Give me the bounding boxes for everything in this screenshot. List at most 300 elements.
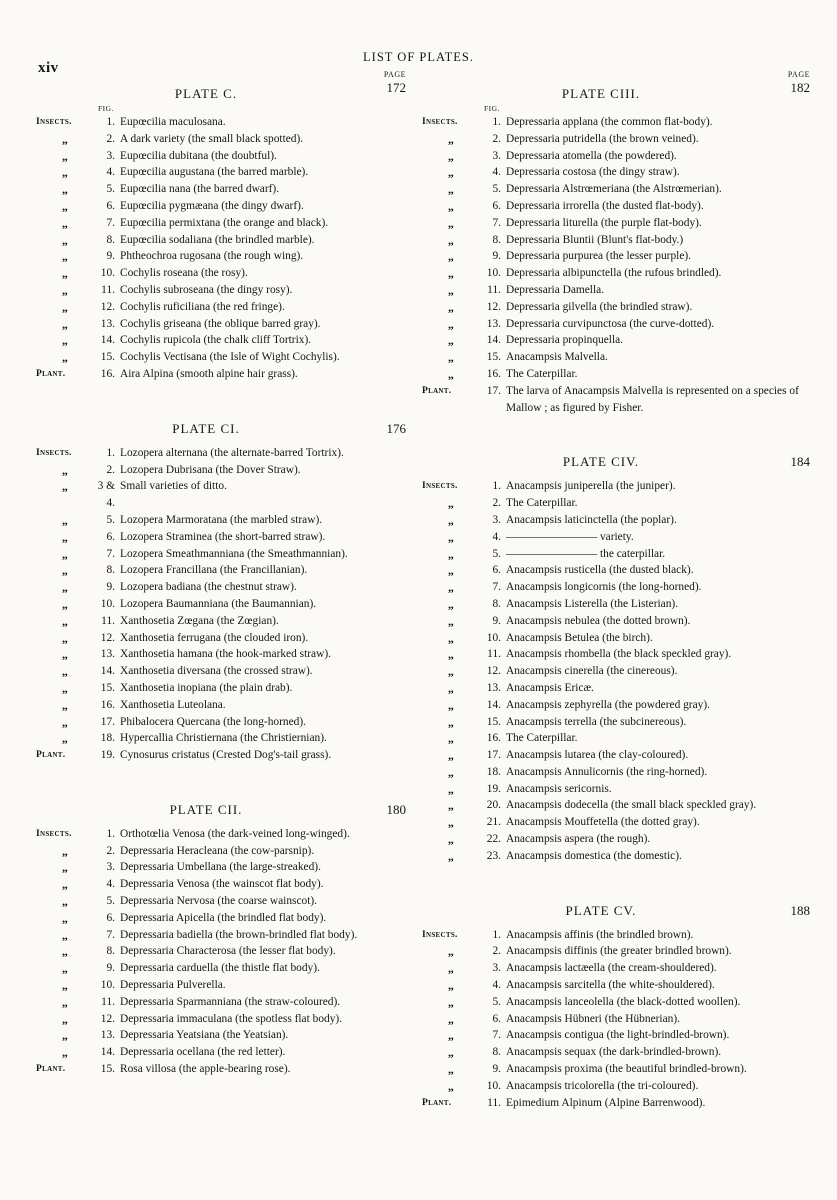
plate-entry: [36, 232, 406, 249]
plate-entry: [36, 747, 406, 764]
plate-entry: [36, 977, 406, 994]
entry-category: „: [61, 978, 69, 993]
entry-category: „: [61, 249, 69, 264]
entry-category: „: [447, 148, 455, 163]
entry-figure-number: 4.: [106, 878, 115, 891]
entry-category: Plant.: [422, 385, 452, 396]
plate-entry: [36, 198, 406, 215]
entry-figure-number: 6.: [492, 564, 501, 577]
entry-figure-number: 3.: [492, 962, 501, 975]
entry-figure-number: 12.: [486, 665, 501, 678]
entry-description: Lozopera Straminea (the short-barred straw).: [120, 530, 326, 543]
plate-entry: [422, 714, 810, 731]
plate-page-number: 180: [386, 801, 406, 817]
entry-description: Eupœcilia maculosana.: [120, 116, 226, 128]
entry-description: The Caterpillar.: [506, 367, 578, 380]
entry-category: „: [447, 366, 455, 381]
entry-description: Anacampsis longicornis (the long-horned).: [506, 581, 702, 594]
entry-figure-number: 9.: [492, 614, 501, 627]
plate-entry: [422, 613, 810, 630]
entry-figure-number: 6.: [492, 199, 501, 212]
entry-description: Depressaria gilvella (the brindled straw).: [506, 300, 693, 313]
entry-category: „: [61, 714, 69, 729]
entry-figure-number: 16.: [486, 367, 501, 380]
entry-figure-number: 8.: [106, 233, 115, 246]
entry-category: „: [447, 748, 455, 763]
entry-description: Depressaria Apicella (the brindled flat body).: [120, 911, 327, 924]
entry-description: Depressaria badiella (the brown-brindled flat body).: [120, 928, 358, 941]
plate-entry: [422, 316, 810, 333]
entry-figure-number: 3 & 4.: [97, 480, 115, 510]
plate-entry: [422, 730, 810, 747]
entry-category: „: [447, 232, 455, 247]
entry-figure-number: 3.: [106, 861, 115, 874]
page-numeral: xiv: [38, 60, 59, 76]
entry-figure-number: 17.: [100, 715, 115, 728]
plate-entry: [36, 462, 406, 479]
entry-description: Depressaria Damella.: [506, 283, 605, 296]
plate-entry: [36, 680, 406, 697]
entry-description: Anacampsis Annulicornis (the ring-horned).: [506, 765, 708, 778]
plate-entry: [422, 349, 810, 366]
entry-description: Cochylis subroseana (the dingy rosy).: [120, 283, 293, 296]
entry-category: „: [61, 630, 69, 645]
entry-description: The Caterpillar.: [506, 497, 578, 510]
entry-figure-number: 2.: [492, 945, 501, 958]
entry-description: Aira Alpina (smooth alpine hair grass).: [120, 367, 298, 380]
entry-category: „: [447, 350, 455, 365]
entry-description: Xanthosetia diversana (the crossed straw).: [120, 665, 313, 678]
entry-description: Depressaria Nervosa (the coarse wainscot).: [120, 895, 318, 908]
left-column: [36, 70, 406, 1100]
entry-category: „: [61, 232, 69, 247]
entry-description: Lozopera Baumanniana (the Baumannian).: [120, 597, 317, 610]
plate-entry: [422, 747, 810, 764]
plate-entry: [36, 910, 406, 927]
plate-entry: [36, 613, 406, 630]
entry-figure-number: 6.: [106, 199, 115, 212]
plate-entry: [36, 248, 406, 265]
entry-figure-number: 15.: [100, 1063, 115, 1076]
entry-category: „: [61, 299, 69, 314]
entry-description: Eupœcilia sodaliana (the brindled marble).: [120, 233, 315, 246]
plate-entry: [36, 630, 406, 647]
entry-description: Anacampsis rhombella (the black speckled gray).: [506, 648, 732, 661]
entry-description: Cochylis griseana (the oblique barred gray).: [120, 317, 321, 330]
entry-description: Anacampsis lanceolella (the black-dotted woollen).: [506, 995, 741, 1008]
plate-entry: [422, 512, 810, 529]
entry-figure-number: 5.: [106, 513, 115, 526]
plate-page-number: 182: [790, 80, 810, 95]
entry-description: Depressaria purpurea (the lesser purple).: [506, 250, 692, 263]
entry-description: Lozopera Francillana (the Francillanian).: [120, 564, 308, 577]
entry-figure-number: 16.: [100, 367, 115, 380]
entry-category: „: [61, 927, 69, 942]
plate-entry: [36, 114, 406, 131]
entry-description: Cynosurus cristatus (Crested Dog's-tail grass).: [120, 749, 332, 762]
entry-figure-number: 10.: [486, 1079, 501, 1092]
entry-description: Cochylis rupicola (the chalk cliff Tortrix).: [120, 334, 312, 347]
entry-category: „: [61, 215, 69, 230]
entry-figure-number: 2.: [106, 844, 115, 857]
entry-description: Xanthosetia ferrugana (the clouded iron).: [120, 631, 309, 644]
entry-description: Lozopera Marmoratana (the marbled straw).: [120, 513, 323, 526]
entry-category: „: [61, 462, 69, 477]
plate-entry: [36, 164, 406, 181]
entry-category: „: [61, 843, 69, 858]
entry-description: Lozopera Dubrisana (the Dover Straw).: [120, 463, 301, 476]
plate-entry: [422, 299, 810, 316]
entry-description: Anacampsis Ericæ.: [506, 681, 594, 694]
entry-figure-number: 1.: [106, 446, 115, 459]
plate-entry: [422, 646, 810, 663]
entry-description: Lozopera alternana (the alternate-barred Tortrix).: [120, 446, 344, 459]
entry-figure-number: 19.: [100, 749, 115, 762]
plate-heading: [36, 70, 406, 110]
entry-description: Depressaria immaculana (the spotless flat body).: [120, 1012, 343, 1025]
entry-figure-number: 3.: [106, 149, 115, 162]
entry-category: „: [61, 546, 69, 561]
entry-category: „: [447, 1045, 455, 1060]
entry-description: Depressaria applana (the common flat-body).: [506, 116, 713, 128]
entry-description: Anacampsis rusticella (the dusted black).: [506, 564, 694, 577]
entry-figure-number: 11.: [101, 995, 115, 1008]
entry-figure-number: 17.: [486, 384, 501, 397]
entry-figure-number: 11.: [487, 283, 501, 296]
entry-figure-number: 11.: [487, 1096, 501, 1109]
entry-description: Depressaria curvipunctosa (the curve-dotted).: [506, 317, 715, 330]
entry-description: Depressaria Bluntii (Blunt's flat-body.): [506, 233, 684, 246]
entry-category: „: [447, 1011, 455, 1026]
entry-figure-number: 1.: [106, 827, 115, 840]
entry-figure-number: 7.: [492, 581, 501, 594]
entry-description: Phibalocera Quercana (the long-horned).: [120, 715, 306, 728]
entry-description: Depressaria Pulverella.: [120, 979, 226, 992]
entry-figure-number: 7.: [492, 1029, 501, 1042]
entry-category: „: [61, 563, 69, 578]
plate-title: PLATE CV.: [565, 902, 637, 918]
plate-entry: [422, 265, 810, 282]
entry-category: Insects.: [36, 447, 72, 458]
entry-description: Depressaria Venosa (the wainscot flat body).: [120, 878, 324, 891]
entry-category: „: [447, 944, 455, 959]
plate-entry: [422, 529, 810, 546]
plate-entry: [36, 265, 406, 282]
plate-entry: [422, 332, 810, 349]
entry-figure-number: 16.: [486, 732, 501, 745]
plate-entry: [422, 848, 810, 865]
entry-figure-number: 1.: [106, 116, 115, 128]
entry-figure-number: 1.: [492, 928, 501, 941]
entry-category: „: [447, 496, 455, 511]
entry-figure-number: 7.: [106, 928, 115, 941]
entry-category: „: [447, 198, 455, 213]
plate-entry: [36, 646, 406, 663]
entry-category: „: [61, 282, 69, 297]
entry-category: „: [447, 512, 455, 527]
entry-figure-number: 11.: [487, 648, 501, 661]
entry-description: Anacampsis diffinis (the greater brindled brown).: [506, 945, 732, 958]
entry-description: Anacampsis aspera (the rough).: [506, 833, 651, 846]
entry-description: Anacampsis terrella (the subcinereous).: [506, 715, 687, 728]
plate-entry: [422, 927, 810, 944]
entry-figure-number: 13.: [486, 317, 501, 330]
plate-entry: [422, 680, 810, 697]
plate-entry: [422, 977, 810, 994]
entry-figure-number: 6.: [106, 911, 115, 924]
plate-entry: [36, 843, 406, 860]
entry-category: „: [61, 131, 69, 146]
entry-description: Xanthosetia hamana (the hook-marked straw).: [120, 648, 331, 661]
plate-entry: [36, 859, 406, 876]
entry-description: Depressaria atomella (the powdered).: [506, 149, 677, 162]
entry-category: „: [61, 894, 69, 909]
entry-figure-number: 8.: [106, 945, 115, 958]
entry-category: Insects.: [422, 481, 458, 492]
entry-figure-number: 2.: [492, 497, 501, 510]
entry-description: Orthotœlia Venosa (the dark-veined long-winged).: [120, 827, 350, 840]
entry-figure-number: 9.: [492, 1063, 501, 1076]
entry-category: „: [447, 1078, 455, 1093]
plate-entry: [422, 596, 810, 613]
entry-description: Depressaria Sparmanniana (the straw-coloured).: [120, 995, 341, 1008]
entry-figure-number: 8.: [492, 1046, 501, 1059]
plate-entry: [422, 215, 810, 232]
plate-entry: [36, 562, 406, 579]
entry-description: Phtheochroa rugosana (the rough wing).: [120, 250, 304, 263]
entry-category: „: [447, 647, 455, 662]
entry-description: Depressaria propinquella.: [506, 334, 624, 347]
entry-figure-number: 8.: [492, 233, 501, 246]
plate-entry: [422, 495, 810, 512]
entry-category: „: [61, 944, 69, 959]
entry-figure-number: 13.: [100, 648, 115, 661]
entry-figure-number: 9.: [106, 250, 115, 263]
entry-category: „: [61, 316, 69, 331]
plate-entry: [422, 1061, 810, 1078]
entry-figure-number: 14.: [486, 698, 501, 711]
entry-figure-number: 14.: [100, 665, 115, 678]
entry-category: „: [447, 182, 455, 197]
entry-description: Anacampsis laticinctella (the poplar).: [506, 513, 677, 526]
entry-category: „: [447, 680, 455, 695]
entry-description: Small varieties of ditto.: [120, 480, 227, 493]
plate-entry: [36, 697, 406, 714]
entry-figure-number: 2.: [106, 463, 115, 476]
plate-entry: [36, 1011, 406, 1028]
entry-figure-number: 16.: [100, 698, 115, 711]
plate-entry: [36, 579, 406, 596]
plate-heading: [422, 438, 810, 478]
plate-entry: [422, 232, 810, 249]
plate-entry: [36, 730, 406, 747]
entry-category: „: [61, 680, 69, 695]
entry-category: „: [61, 148, 69, 163]
entry-figure-number: 4.: [492, 166, 501, 179]
entry-category: „: [61, 580, 69, 595]
entry-category: Insects.: [422, 117, 458, 127]
entry-description: Depressaria Alstrœmeriana (the Alstrœmerian).: [506, 183, 722, 196]
entry-figure-number: 12.: [100, 1012, 115, 1025]
page-column-label: PAGE: [787, 70, 810, 79]
entry-description: Anacampsis cinerella (the cinereous).: [506, 665, 678, 678]
page-column-label: PAGE: [383, 70, 406, 79]
entry-description: Anacampsis affinis (the brindled brown).: [506, 928, 694, 941]
entry-description: Depressaria Heracleana (the cow-parsnip).: [120, 844, 315, 857]
plate-heading: [36, 786, 406, 826]
entry-description: Anacampsis Listerella (the Listerian).: [506, 597, 679, 610]
entry-description: Anacampsis nebulea (the dotted brown).: [506, 614, 691, 627]
plate-entry: [36, 366, 406, 383]
plate-page-number: 172: [386, 80, 406, 95]
entry-category: Plant.: [36, 1064, 66, 1075]
entry-category: „: [61, 1011, 69, 1026]
plate-entry: [422, 1011, 810, 1028]
entry-figure-number: 6.: [492, 1012, 501, 1025]
entry-category: „: [61, 910, 69, 925]
entry-figure-number: 14.: [486, 334, 501, 347]
entry-figure-number: 5.: [106, 895, 115, 908]
plate-entry: [422, 1095, 810, 1112]
entry-category: „: [447, 731, 455, 746]
plate-entry: [422, 248, 810, 265]
plate-entry: [422, 131, 810, 148]
entry-figure-number: 14.: [100, 1046, 115, 1059]
entry-figure-number: 8.: [492, 597, 501, 610]
plate-entry: [422, 546, 810, 563]
entry-figure-number: 9.: [492, 250, 501, 263]
entry-description: Cochylis ruficiliana (the red fringe).: [120, 300, 285, 313]
entry-description: Depressaria liturella (the purple flat-body).: [506, 216, 702, 229]
plate-entry: [422, 478, 810, 495]
entry-description: Depressaria Yeatsiana (the Yeatsian).: [120, 1029, 289, 1042]
entry-category: „: [61, 512, 69, 527]
entry-category: „: [61, 613, 69, 628]
plate-section: [422, 438, 810, 864]
entry-description: Xanthosetia Zœgana (the Zœgian).: [120, 614, 279, 627]
entry-category: „: [447, 630, 455, 645]
entry-figure-number: 19.: [486, 782, 501, 795]
entry-category: „: [61, 664, 69, 679]
plate-entry: [422, 164, 810, 181]
entry-category: „: [447, 613, 455, 628]
entry-figure-number: 9.: [106, 962, 115, 975]
plate-section: [36, 70, 406, 383]
entry-category: „: [61, 647, 69, 662]
entry-figure-number: 12.: [486, 300, 501, 313]
entry-figure-number: 4.: [106, 166, 115, 179]
running-title: LIST OF PLATES.: [363, 50, 474, 64]
plate-entry: [422, 764, 810, 781]
entry-figure-number: 10.: [100, 267, 115, 280]
plate-title: PLATE CIII.: [561, 86, 641, 101]
entry-description: Depressaria ocellana (the red letter).: [120, 1046, 286, 1059]
entry-description: Depressaria Umbellana (the large-streaked).: [120, 861, 321, 874]
entry-category: „: [61, 350, 69, 365]
entry-category: „: [447, 282, 455, 297]
entry-description: Rosa villosa (the apple-bearing rose).: [120, 1063, 291, 1076]
entry-category: „: [61, 697, 69, 712]
entry-category: „: [447, 994, 455, 1009]
entry-figure-number: 10.: [100, 597, 115, 610]
entry-figure-number: 2.: [106, 132, 115, 145]
entry-category: Plant.: [36, 368, 66, 379]
plate-entry: [422, 797, 810, 814]
plate-entry: [422, 781, 810, 798]
plate-page-number: 176: [386, 420, 406, 436]
entry-category: „: [447, 165, 455, 180]
plate-entry: [36, 282, 406, 299]
entry-description: Eupœcilia dubitana (the doubtful).: [120, 149, 277, 162]
entry-category: „: [61, 961, 69, 976]
entry-figure-number: 7.: [106, 216, 115, 229]
entry-figure-number: 15.: [100, 351, 115, 364]
entry-figure-number: 15.: [100, 681, 115, 694]
entry-description: ———————— variety.: [506, 530, 634, 543]
entry-description: Anacampsis lactæella (the cream-shouldered).: [506, 962, 717, 975]
plate-entry: [422, 663, 810, 680]
plate-entry: [422, 814, 810, 831]
entry-figure-number: 15.: [486, 715, 501, 728]
plate-entry: [422, 960, 810, 977]
entry-figure-number: 6.: [106, 530, 115, 543]
plate-entry: [36, 943, 406, 960]
entry-description: Xanthosetia Luteolana.: [120, 698, 226, 711]
entry-description: Anacampsis juniperella (the juniper).: [506, 480, 676, 493]
entry-category: „: [61, 198, 69, 213]
plate-entry: [36, 714, 406, 731]
entry-figure-number: 20.: [486, 799, 501, 812]
plate-title: PLATE CIV.: [562, 454, 640, 470]
plate-entry: [36, 663, 406, 680]
plate-entry: [422, 282, 810, 299]
entry-description: A dark variety (the small black spotted).: [120, 132, 304, 145]
entry-category: „: [61, 731, 69, 746]
plate-entry: [36, 131, 406, 148]
entry-description: Epimedium Alpinum (Alpine Barrenwood).: [506, 1096, 706, 1109]
plate-entry: [36, 1044, 406, 1061]
plate-entry: [36, 332, 406, 349]
plate-entry: [422, 697, 810, 714]
plate-section: [422, 887, 810, 1112]
entry-figure-number: 15.: [486, 351, 501, 364]
plate-heading: [36, 405, 406, 445]
plate-entry: [36, 826, 406, 843]
entry-description: Depressaria Characterosa (the lesser flat body).: [120, 945, 336, 958]
entry-description: Lozopera badiana (the chestnut straw).: [120, 581, 297, 594]
entry-category: Plant.: [422, 1097, 452, 1108]
entry-category: „: [61, 333, 69, 348]
plate-heading: [422, 70, 810, 110]
entry-category: „: [447, 714, 455, 729]
entry-description: Anacampsis sericornis.: [506, 782, 612, 795]
entry-description: Depressaria irrorella (the dusted flat-body).: [506, 199, 704, 212]
entry-category: „: [61, 1045, 69, 1060]
entry-description: Depressaria costosa (the dingy straw).: [506, 166, 680, 179]
entry-category: Plant.: [36, 750, 66, 761]
entry-figure-number: 17.: [486, 749, 501, 762]
entry-figure-number: 13.: [100, 1029, 115, 1042]
entry-figure-number: 10.: [486, 267, 501, 280]
plate-entry: [36, 148, 406, 165]
figure-column-label: FIG.: [484, 104, 500, 113]
entry-figure-number: 13.: [486, 681, 501, 694]
plate-entry: [422, 198, 810, 215]
entry-description: Eupœcilia permixtana (the orange and black).: [120, 216, 329, 229]
entry-category: „: [447, 978, 455, 993]
entry-category: „: [447, 1028, 455, 1043]
entry-category: „: [447, 563, 455, 578]
